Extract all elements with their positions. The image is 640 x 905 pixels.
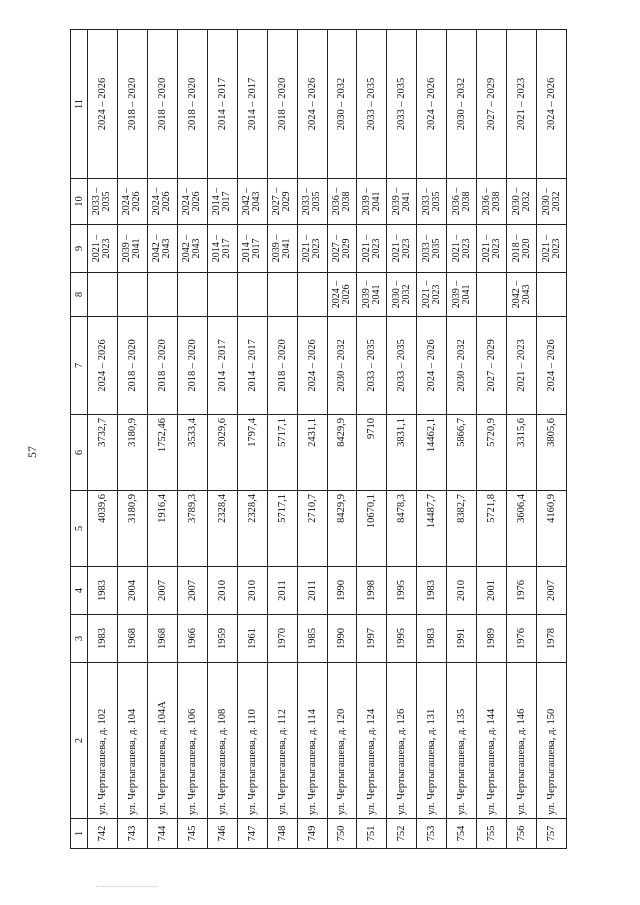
period-7-cell: 2030 – 2032 <box>327 317 357 415</box>
build-year-cell: 1997 <box>357 615 387 663</box>
period-11-cell: 2018 – 2020 <box>177 30 207 179</box>
header-row <box>71 30 88 849</box>
row-number-cell: 747 <box>237 819 267 849</box>
column-header: 11 <box>71 30 88 179</box>
period-11-cell: 2014 – 2017 <box>237 30 267 179</box>
address-cell: ул. Чертыгашева, д. 114 <box>297 663 327 819</box>
address-cell: ул. Чертыгашева, д. 106 <box>177 663 207 819</box>
period-7-cell: 2021 – 2023 <box>507 317 537 415</box>
period-10-cell: 2033 – 2035 <box>88 179 118 225</box>
build-year-cell: 1970 <box>267 615 297 663</box>
period-10-cell: 2039 – 2041 <box>387 179 417 225</box>
build-year-cell: 1989 <box>477 615 507 663</box>
row-number-cell: 756 <box>507 819 537 849</box>
period-8-cell <box>117 273 147 317</box>
column-header: 2 <box>71 663 88 819</box>
area-living-cell: 5866,7 <box>447 415 477 491</box>
faint-mark <box>96 880 156 887</box>
build-year-cell: 1968 <box>147 615 177 663</box>
period-7-cell: 2018 – 2020 <box>117 317 147 415</box>
table-row <box>357 30 387 849</box>
table-wrapper <box>70 30 567 849</box>
column-header: 9 <box>71 225 88 273</box>
period-7-cell: 2014 – 2017 <box>237 317 267 415</box>
period-8-cell <box>177 273 207 317</box>
repair-year-cell: 1983 <box>417 567 447 615</box>
period-10-cell: 2033 – 2035 <box>417 179 447 225</box>
row-number-cell: 748 <box>267 819 297 849</box>
period-7-cell: 2033 – 2035 <box>387 317 417 415</box>
period-10-cell: 2024 – 2026 <box>147 179 177 225</box>
table-row <box>88 30 118 849</box>
column-header: 6 <box>71 415 88 491</box>
row-number-cell: 754 <box>447 819 477 849</box>
area-living-cell: 14462,1 <box>417 415 447 491</box>
row-number-cell: 751 <box>357 819 387 849</box>
period-11-cell: 2024 – 2026 <box>297 30 327 179</box>
period-9-cell: 2021 – 2023 <box>88 225 118 273</box>
area-total-cell: 5717,1 <box>267 491 297 567</box>
period-9-cell: 2021 – 2023 <box>357 225 387 273</box>
period-8-cell <box>267 273 297 317</box>
period-11-cell: 2030 – 2032 <box>447 30 477 179</box>
period-7-cell: 2024 – 2026 <box>88 317 118 415</box>
period-9-cell: 2021 – 2023 <box>297 225 327 273</box>
period-10-cell: 2042 – 2043 <box>237 179 267 225</box>
address-cell: ул. Чертыгашева, д. 146 <box>507 663 537 819</box>
area-living-cell: 9710 <box>357 415 387 491</box>
period-9-cell: 2014 – 2017 <box>237 225 267 273</box>
period-9-cell: 2021 – 2023 <box>387 225 417 273</box>
build-year-cell: 1985 <box>297 615 327 663</box>
period-7-cell: 2027 – 2029 <box>477 317 507 415</box>
row-number-cell: 753 <box>417 819 447 849</box>
period-7-cell: 2018 – 2020 <box>177 317 207 415</box>
row-number-cell: 743 <box>117 819 147 849</box>
repair-year-cell: 1990 <box>327 567 357 615</box>
period-9-cell: 2042 – 2043 <box>147 225 177 273</box>
area-total-cell: 4160,9 <box>537 491 567 567</box>
build-year-cell: 1995 <box>387 615 417 663</box>
period-9-cell: 2039 – 2041 <box>267 225 297 273</box>
period-8-cell: 2024 – 2026 <box>327 273 357 317</box>
period-11-cell: 2024 – 2026 <box>417 30 447 179</box>
period-10-cell: 2033 – 2035 <box>297 179 327 225</box>
row-number-cell: 746 <box>207 819 237 849</box>
period-7-cell: 2024 – 2026 <box>297 317 327 415</box>
period-11-cell: 2033 – 2035 <box>357 30 387 179</box>
area-total-cell: 1916,4 <box>147 491 177 567</box>
period-9-cell: 2021 – 2023 <box>537 225 567 273</box>
repair-year-cell: 2007 <box>537 567 567 615</box>
repair-year-cell: 1976 <box>507 567 537 615</box>
period-7-cell: 2024 – 2026 <box>537 317 567 415</box>
area-living-cell: 5717,1 <box>267 415 297 491</box>
period-8-cell: 2039 – 2041 <box>357 273 387 317</box>
period-9-cell: 2014 – 2017 <box>207 225 237 273</box>
repair-year-cell: 1995 <box>387 567 417 615</box>
table-row <box>387 30 417 849</box>
area-living-cell: 1752,46 <box>147 415 177 491</box>
table-row <box>297 30 327 849</box>
row-number-cell: 749 <box>297 819 327 849</box>
period-8-cell: 2039 – 2041 <box>447 273 477 317</box>
column-header: 8 <box>71 273 88 317</box>
table-row <box>267 30 297 849</box>
period-11-cell: 2033 – 2035 <box>387 30 417 179</box>
repair-year-cell: 2004 <box>117 567 147 615</box>
period-10-cell: 2039 – 2041 <box>357 179 387 225</box>
period-8-cell: 2030 – 2032 <box>387 273 417 317</box>
address-cell: ул. Чертыгашева, д. 120 <box>327 663 357 819</box>
period-8-cell <box>537 273 567 317</box>
period-9-cell: 2039 – 2041 <box>117 225 147 273</box>
column-header: 4 <box>71 567 88 615</box>
repair-year-cell: 1983 <box>88 567 118 615</box>
table-row <box>327 30 357 849</box>
period-10-cell: 2030 – 2032 <box>507 179 537 225</box>
period-8-cell <box>237 273 267 317</box>
area-total-cell: 4039,6 <box>88 491 118 567</box>
column-header: 10 <box>71 179 88 225</box>
period-7-cell: 2030 – 2032 <box>447 317 477 415</box>
table-row <box>147 30 177 849</box>
table-row <box>447 30 477 849</box>
period-8-cell: 2042 – 2043 <box>507 273 537 317</box>
area-living-cell: 1797,4 <box>237 415 267 491</box>
address-cell: ул. Чертыгашева, д. 108 <box>207 663 237 819</box>
build-year-cell: 1966 <box>177 615 207 663</box>
period-10-cell: 2024 – 2026 <box>177 179 207 225</box>
area-total-cell: 3180,9 <box>117 491 147 567</box>
address-cell: ул. Чертыгашева, д. 110 <box>237 663 267 819</box>
rotated-table-frame <box>70 30 567 849</box>
area-living-cell: 3732,7 <box>88 415 118 491</box>
area-total-cell: 10670,1 <box>357 491 387 567</box>
column-header: 3 <box>71 615 88 663</box>
period-8-cell <box>207 273 237 317</box>
area-total-cell: 8429,9 <box>327 491 357 567</box>
repair-year-cell: 2011 <box>267 567 297 615</box>
period-11-cell: 2021 – 2023 <box>507 30 537 179</box>
period-10-cell: 2030 – 2032 <box>537 179 567 225</box>
area-living-cell: 3315,6 <box>507 415 537 491</box>
repair-year-cell: 2011 <box>297 567 327 615</box>
area-total-cell: 3606,4 <box>507 491 537 567</box>
repair-year-cell: 2007 <box>147 567 177 615</box>
table-row <box>507 30 537 849</box>
period-10-cell: 2024 – 2026 <box>117 179 147 225</box>
page-number: 57 <box>25 446 39 458</box>
area-total-cell: 5721,8 <box>477 491 507 567</box>
period-11-cell: 2014 – 2017 <box>207 30 237 179</box>
area-total-cell: 8478,3 <box>387 491 417 567</box>
area-living-cell: 3805,6 <box>537 415 567 491</box>
column-header: 1 <box>71 819 88 849</box>
area-living-cell: 2431,1 <box>297 415 327 491</box>
area-total-cell: 14487,7 <box>417 491 447 567</box>
table-row <box>537 30 567 849</box>
period-11-cell: 2027 – 2029 <box>477 30 507 179</box>
address-cell: ул. Чертыгашева, д. 102 <box>88 663 118 819</box>
address-cell: ул. Чертыгашева, д. 150 <box>537 663 567 819</box>
period-8-cell <box>88 273 118 317</box>
table-row <box>207 30 237 849</box>
period-11-cell: 2018 – 2020 <box>147 30 177 179</box>
area-living-cell: 3831,1 <box>387 415 417 491</box>
address-cell: ул. Чертыгашева, д. 104А <box>147 663 177 819</box>
area-total-cell: 2328,4 <box>237 491 267 567</box>
period-11-cell: 2018 – 2020 <box>267 30 297 179</box>
area-living-cell: 8429,9 <box>327 415 357 491</box>
data-table <box>70 29 567 849</box>
repair-year-cell: 2001 <box>477 567 507 615</box>
period-7-cell: 2018 – 2020 <box>267 317 297 415</box>
build-year-cell: 1983 <box>88 615 118 663</box>
period-7-cell: 2014 – 2017 <box>207 317 237 415</box>
period-10-cell: 2027 – 2029 <box>267 179 297 225</box>
period-11-cell: 2024 – 2026 <box>537 30 567 179</box>
table-row <box>117 30 147 849</box>
period-9-cell: 2042 – 2043 <box>177 225 207 273</box>
repair-year-cell: 1998 <box>357 567 387 615</box>
row-number-cell: 752 <box>387 819 417 849</box>
area-living-cell: 5720,9 <box>477 415 507 491</box>
period-9-cell: 2021 – 2023 <box>447 225 477 273</box>
address-cell: ул. Чертыгашева, д. 126 <box>387 663 417 819</box>
period-11-cell: 2018 – 2020 <box>117 30 147 179</box>
address-cell: ул. Чертыгашева, д. 135 <box>447 663 477 819</box>
area-total-cell: 2328,4 <box>207 491 237 567</box>
build-year-cell: 1959 <box>207 615 237 663</box>
area-living-cell: 3180,9 <box>117 415 147 491</box>
address-cell: ул. Чертыгашева, д. 124 <box>357 663 387 819</box>
period-9-cell: 2033 – 2035 <box>417 225 447 273</box>
area-living-cell: 3533,4 <box>177 415 207 491</box>
table-row <box>237 30 267 849</box>
row-number-cell: 755 <box>477 819 507 849</box>
area-living-cell: 2029,6 <box>207 415 237 491</box>
period-8-cell <box>477 273 507 317</box>
period-10-cell: 2014 – 2017 <box>207 179 237 225</box>
period-7-cell: 2033 – 2035 <box>357 317 387 415</box>
period-7-cell: 2024 – 2026 <box>417 317 447 415</box>
row-number-cell: 757 <box>537 819 567 849</box>
period-10-cell: 2036 – 2038 <box>477 179 507 225</box>
period-9-cell: 2018 – 2020 <box>507 225 537 273</box>
period-10-cell: 2036 – 2038 <box>327 179 357 225</box>
period-8-cell: 2021 – 2023 <box>417 273 447 317</box>
address-cell: ул. Чертыгашева, д. 131 <box>417 663 447 819</box>
build-year-cell: 1976 <box>507 615 537 663</box>
period-9-cell: 2027 – 2029 <box>327 225 357 273</box>
period-11-cell: 2024 – 2026 <box>88 30 118 179</box>
column-header: 7 <box>71 317 88 415</box>
period-10-cell: 2036 – 2038 <box>447 179 477 225</box>
build-year-cell: 1961 <box>237 615 267 663</box>
area-total-cell: 3789,3 <box>177 491 207 567</box>
row-number-cell: 745 <box>177 819 207 849</box>
build-year-cell: 1983 <box>417 615 447 663</box>
period-8-cell <box>147 273 177 317</box>
row-number-cell: 750 <box>327 819 357 849</box>
row-number-cell: 744 <box>147 819 177 849</box>
table-row <box>417 30 447 849</box>
address-cell: ул. Чертыгашева, д. 104 <box>117 663 147 819</box>
repair-year-cell: 2010 <box>447 567 477 615</box>
row-number-cell: 742 <box>88 819 118 849</box>
column-header: 5 <box>71 491 88 567</box>
area-total-cell: 8382,7 <box>447 491 477 567</box>
build-year-cell: 1968 <box>117 615 147 663</box>
address-cell: ул. Чертыгашева, д. 112 <box>267 663 297 819</box>
address-cell: ул. Чертыгашева, д. 144 <box>477 663 507 819</box>
repair-year-cell: 2010 <box>207 567 237 615</box>
build-year-cell: 1990 <box>327 615 357 663</box>
period-7-cell: 2018 – 2020 <box>147 317 177 415</box>
repair-year-cell: 2007 <box>177 567 207 615</box>
build-year-cell: 1978 <box>537 615 567 663</box>
area-total-cell: 2710,7 <box>297 491 327 567</box>
table-row <box>177 30 207 849</box>
period-8-cell <box>297 273 327 317</box>
period-9-cell: 2021 – 2023 <box>477 225 507 273</box>
repair-year-cell: 2010 <box>237 567 267 615</box>
table-body <box>88 30 567 849</box>
table-row <box>477 30 507 849</box>
build-year-cell: 1991 <box>447 615 477 663</box>
period-11-cell: 2030 – 2032 <box>327 30 357 179</box>
